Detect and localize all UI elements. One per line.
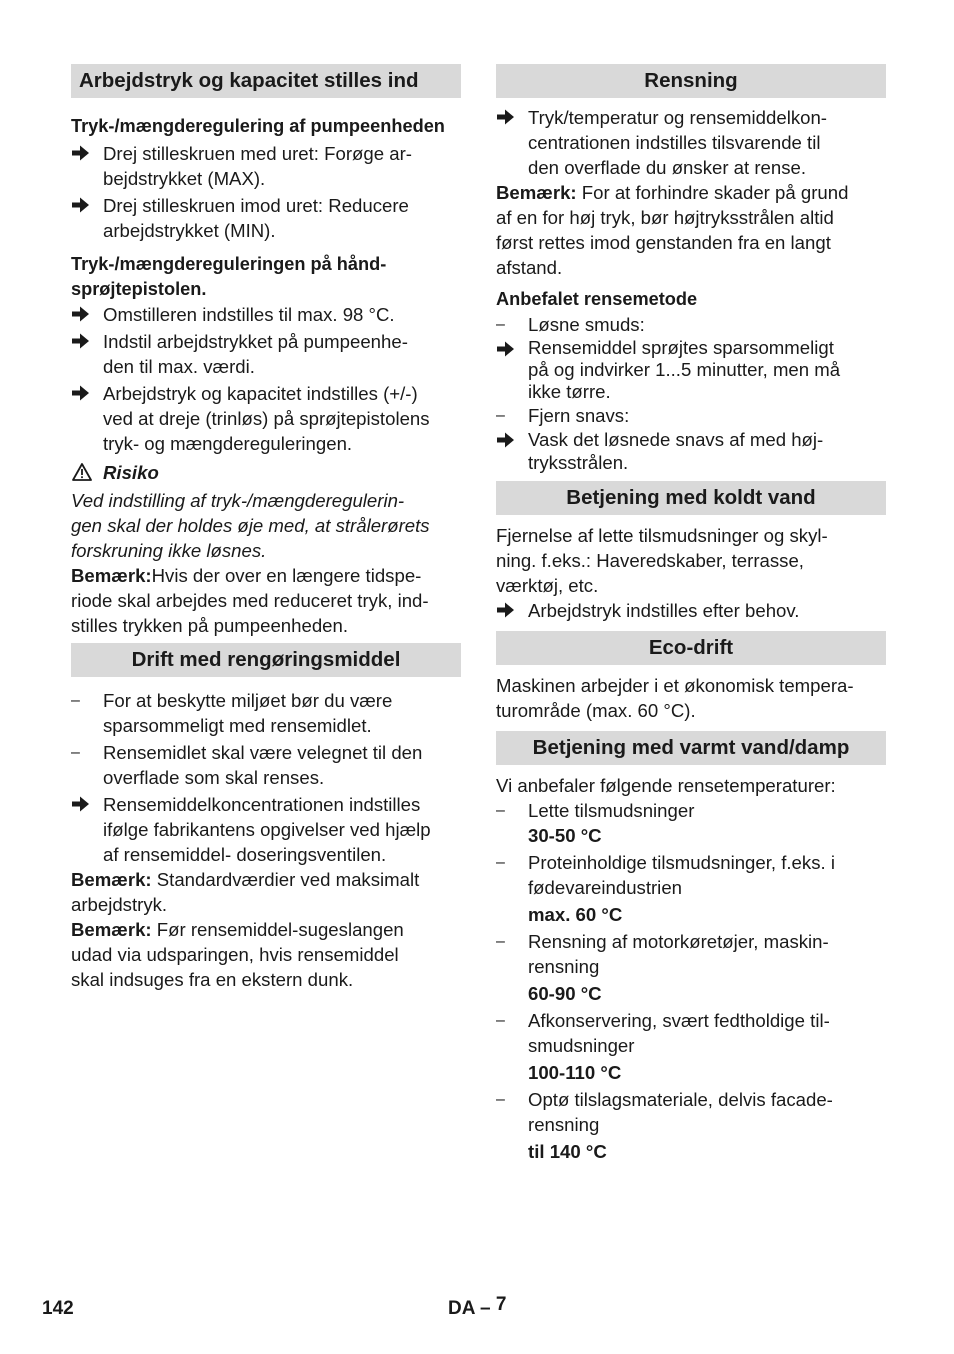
arrow-item: Tryk/temperatur og rensemiddelkon- centrationen indstilles tilsvarende til den overflade du ønsker at rense. [496,105,886,180]
temperature-value: 100-110 °C [528,1062,622,1083]
dash-bullet: – [496,854,505,871]
left-column: Arbejdstryk og kapacitet stilles ind Tryk-/mængderegulering af pumpeenheden Drej stilleskruen med uret: Forøge ar- bejdstrykket (MAX). Drej stilleskruen imod uret: Reducere arbejdstrykket (MIN). Tryk-/mængdereguleringen på hånd- sprøjtepistolen. Omstilleren indstilles til max. 98 °C. Indstil arbejdstrykket på pumpeenhe- den til max. værdi. Arbejdstryk og kapacitet indstilles (+/-) ved at dreje (trinløs) på sprøjtepistolens tryk- og mængdereguleringen. Risiko Ved indstilling af tryk-/mængderegulerin- gen skal der holdes øje med, at strålerørets forskruning ikke løsnes. Bemærk:Hvis der over en længere tidspe- riode skal arbejdes med reduceret tryk, ind- stilles trykken på pumpeenheden. Drift med rengøringsmiddel – For at beskytte miljøet bør du være sparsommeligt med rensemidlet. – Rensemidlet skal være velegnet til den overflade som skal renses. Rensemiddelkoncentrationen indstilles ifølge fabrikantens opgivelser ved hjælp af rensemiddel- doseringsventilen. Bemærk: Standardværdier ved maksimalt arbejdstryk. Bemærk: Før rensemiddel-sugeslangen udad via udsparingen, hvis rensemiddel skal indsuges fra en ekstern dunk. [71,64,461,992]
dash-item: – Lette tilsmudsninger [496,800,695,821]
subheading-method: Anbefalet rensemetode [496,289,698,309]
dash-item: – Fjern snavs: [496,405,630,426]
arrow-item: Arbejdstryk indstilles efter behov. [496,598,886,623]
arrow-right-icon [497,108,515,126]
section-heading-detergent: Drift med rengøringsmiddel [71,643,461,677]
arrow-item: Rensemiddel sprøjtes sparsommeligt på og indvirker 1...5 minutter, men må ikke tørre. [496,337,886,403]
arrow-item: Indstil arbejdstrykket på pumpeenhe- den til max. værdi. [71,329,461,379]
arrow-item: Rensemiddelkoncentrationen indstilles ifølge fabrikantens opgivelser ved hjælp af rensemiddel- doseringsventilen. [71,792,461,867]
dash-item: – Løsne smuds: [496,314,645,335]
arrow-item: Omstilleren indstilles til max. 98 °C. [71,302,461,327]
arrow-right-icon [497,340,515,358]
temperature-value: 30-50 °C [528,825,602,846]
arrow-item: Vask det løsnede snavs af med høj- tryksstrålen. [496,428,886,474]
dash-item: – Optø tilslagsmateriale, delvis facade- rensning [496,1089,833,1135]
note: Bemærk: For at forhindre skader på grund [496,182,849,203]
dash-bullet: – [496,1091,505,1108]
language-page-marker: DA – 7 [448,1294,507,1319]
arrow-right-icon [497,601,515,619]
dash-item: – Rensemidlet skal være velegnet til den overflade som skal renses. [71,742,423,788]
temperature-value: til 140 °C [528,1141,607,1162]
right-column: Rensning Tryk/temperatur og rensemiddelkon- centrationen indstilles tilsvarende til den overflade du ønsker at rense. Bemærk: For at forhindre skader på grund af en for høj tryk, bør højtryksstrålen altid først rettes imod genstanden fra en langt afstand. Anbefalet rensemetode – Løsne smuds: Rensemiddel sprøjtes sparsommeligt på og indvirker 1...5 minutter, men må ikke tørre. – Fjern snavs: Vask det løsnede snavs af med høj- tryksstrålen. Betjening med koldt vand Fjernelse af lette tilsmudsninger og skyl- ning. f.eks.: Haveredskaber, terrasse, værktøj, etc. Arbejdstryk indstilles efter behov. Eco-drift Maskinen arbejder i et økonomisk tempera- turområde (max. 60 °C). Betjening med varmt vand/damp Vi anbefaler følgende rensetemperaturer: – Lette tilsmudsninger 30-50 °C – Proteinholdige tilsmudsninger, f.eks. i fødevareindustrien max. 60 °C – Rensning af motorkøretøjer, maskin- rensning 60-90 °C – Afkonservering, svært fedtholdige til- smudsninger 100-110 °C – Optø tilslagsmateriale, delvis facade- rensning til 140 °C [496,64,886,1164]
risk-warning [71,460,461,485]
arrow-right-icon [497,431,515,449]
arrow-right-icon [72,384,90,402]
arrow-item: Drej stilleskruen imod uret: Reducere arbejdstrykket (MIN). [71,193,461,243]
arrow-right-icon [72,305,90,323]
dash-bullet: – [496,407,505,424]
dash-bullet: – [496,1012,505,1029]
dash-item: – Rensning af motorkøretøjer, maskin- rensning [496,931,829,977]
section-heading-hot-water: Betjening med varmt vand/damp [496,731,886,765]
arrow-right-icon [72,332,90,350]
arrow-item: Arbejdstryk og kapacitet indstilles (+/-) ved at dreje (trinløs) på sprøjtepistolens tryk- og mængdereguleringen. [71,381,461,456]
temperature-value: max. 60 °C [528,904,623,925]
note: Bemærk: Standardværdier ved maksimalt [71,869,420,890]
dash-item: – For at beskytte miljøet bør du være sparsommeligt med rensemidlet. [71,690,393,736]
arrow-right-icon [72,795,90,813]
arrow-right-icon [72,144,90,162]
dash-item: – Afkonservering, svært fedtholdige til- smudsninger [496,1010,830,1056]
temperature-value: 60-90 °C [528,983,602,1004]
subheading-gun-regulation: Tryk-/mængdereguleringen på hånd- sprøjtepistolen. [71,254,387,299]
subheading-pump-regulation: Tryk-/mængderegulering af pumpeenheden [71,116,445,136]
dash-bullet: – [71,692,80,709]
note: Bemærk:Hvis der over en længere tidspe- [71,565,422,586]
dash-bullet: – [496,316,505,333]
arrow-right-icon [72,196,90,214]
section-heading-cleaning: Rensning [496,64,886,98]
warning-triangle-icon [72,463,92,481]
section-heading-eco: Eco-drift [496,631,886,665]
risk-label: Risiko [103,462,159,483]
dash-bullet: – [71,744,80,761]
arrow-item: Drej stilleskruen med uret: Forøge ar- bejdstrykket (MAX). [71,141,461,191]
section-heading-cold-water: Betjening med koldt vand [496,481,886,515]
page-number: 142 [42,1298,74,1319]
note: Bemærk: Før rensemiddel-sugeslangen [71,919,404,940]
section-heading-pressure: Arbejdstryk og kapacitet stilles ind [71,64,461,98]
dash-item: – Proteinholdige tilsmudsninger, f.eks. i fødevareindustrien [496,852,835,898]
dash-bullet: – [496,933,505,950]
dash-bullet: – [496,802,505,819]
